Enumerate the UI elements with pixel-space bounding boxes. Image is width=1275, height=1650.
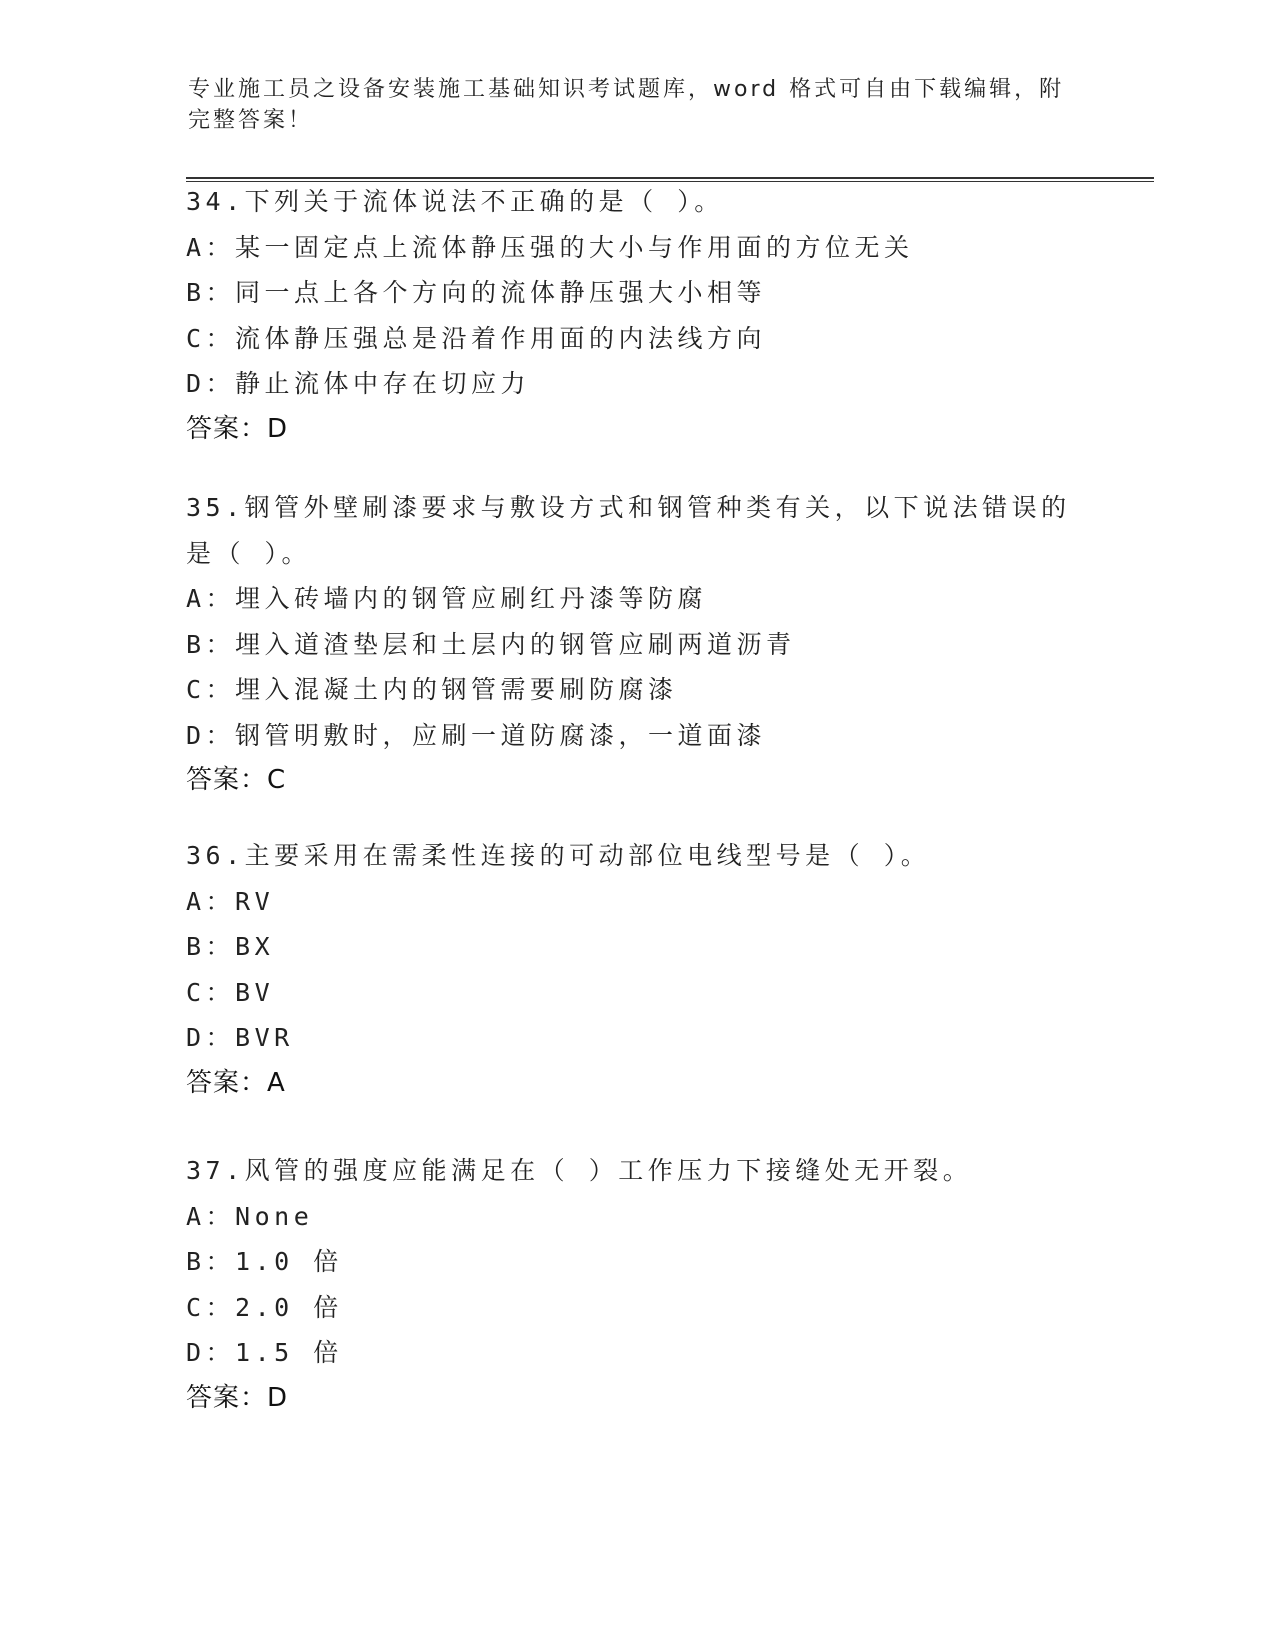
option-b: B：1.0 倍	[186, 1247, 343, 1276]
option-b: B：埋入道渣垫层和土层内的钢管应刷两道沥青	[186, 629, 796, 659]
question-34	[186, 179, 1086, 452]
question-stem: 37.风管的强度应能满足在（ ）工作压力下接缝处无开裂。	[186, 1156, 973, 1185]
option-d: D：静止流体中存在切应力	[186, 369, 531, 398]
option-d: D：钢管明敷时，应刷一道防腐漆，一道面漆	[186, 720, 767, 750]
option-c: C：BV	[186, 977, 275, 1007]
question-stem: 36.主要采用在需柔性连接的可动部位电线型号是（ ）。	[186, 841, 931, 870]
option-d: D：1.5 倍	[186, 1338, 343, 1367]
option-b: B：同一点上各个方向的流体静压强大小相等	[186, 278, 767, 307]
option-d: D：BVR	[186, 1023, 294, 1052]
option-c: C：流体静压强总是沿着作用面的内法线方向	[186, 323, 767, 353]
option-a: A：埋入砖墙内的钢管应刷红丹漆等防腐	[186, 584, 708, 613]
question-36	[186, 833, 1086, 1106]
option-c: C：埋入混凝土内的钢管需要刷防腐漆	[186, 675, 678, 704]
document-header: 专业施工员之设备安装施工基础知识考试题库，word 格式可自由下载编辑，附完整答案！	[188, 77, 1065, 133]
option-c: C：2.0 倍	[186, 1292, 343, 1322]
answer-line: 答案：D	[186, 1382, 289, 1413]
question-stem: 34.下列关于流体说法不正确的是（ ）。	[186, 187, 724, 216]
answer-line: 答案：A	[186, 1067, 286, 1098]
question-37	[186, 1148, 1086, 1421]
answer-line: 答案：C	[186, 765, 287, 795]
option-a: A：None	[186, 1201, 314, 1231]
option-b: B：BX	[186, 932, 275, 961]
option-a: A：RV	[186, 886, 275, 916]
question-35	[186, 485, 1086, 804]
answer-line: 答案：D	[186, 413, 289, 444]
option-a: A：某一固定点上流体静压强的大小与作用面的方位无关	[186, 232, 914, 262]
question-stem: 35.钢管外壁刷漆要求与敷设方式和钢管种类有关，以下说法错误的是（ ）。	[186, 493, 1071, 568]
